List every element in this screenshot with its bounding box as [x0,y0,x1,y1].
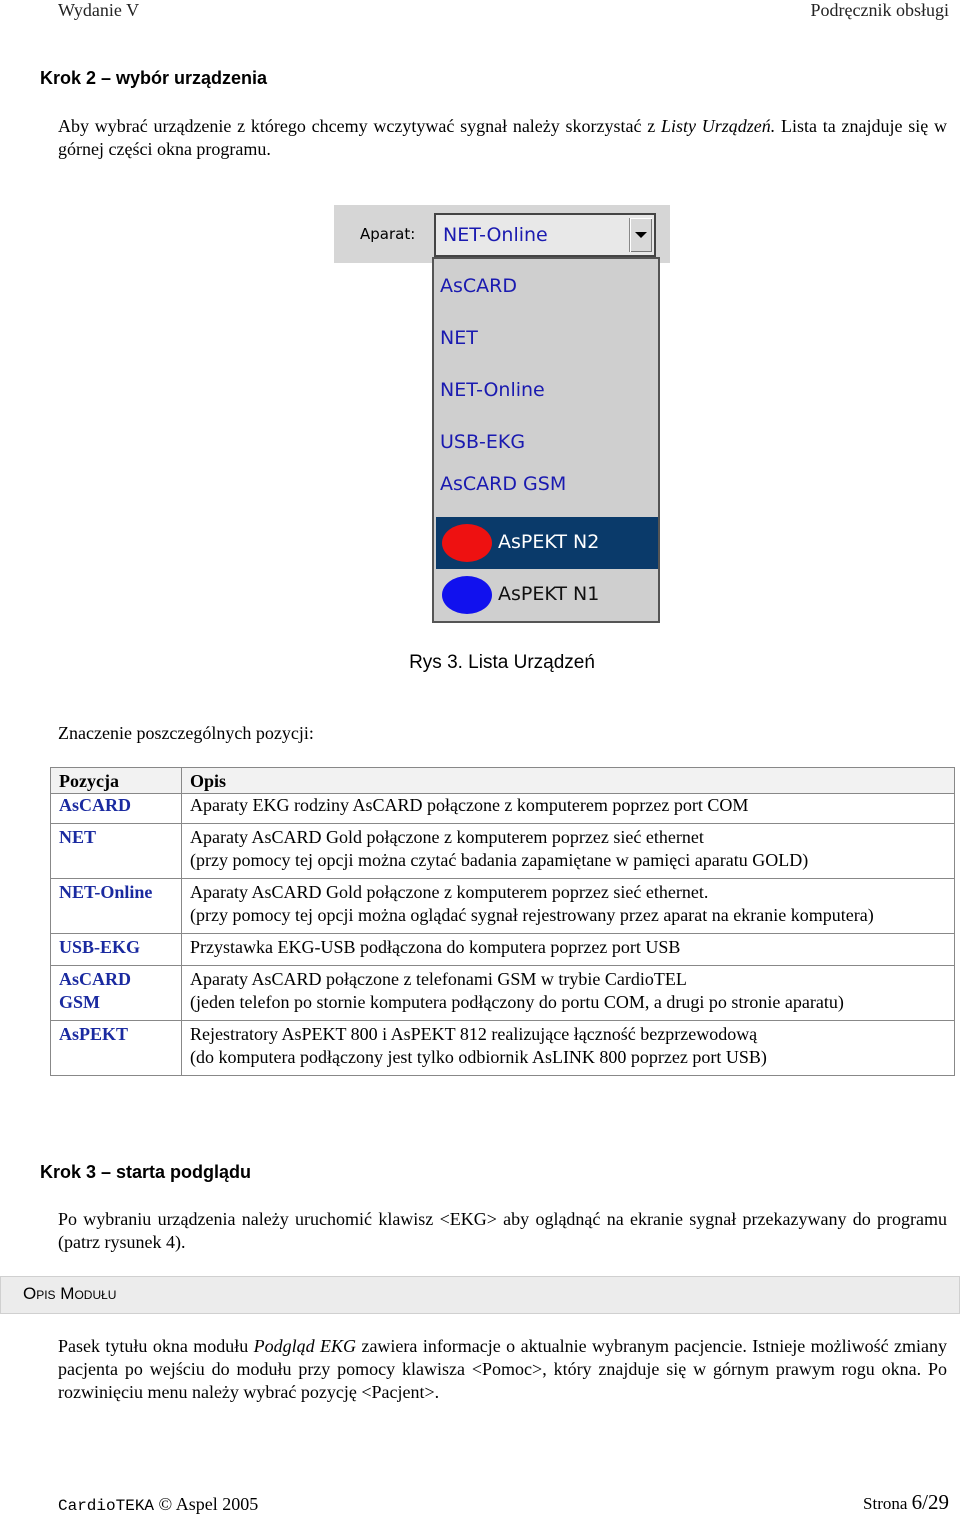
section-header-module [0,1276,960,1314]
table-row [51,794,955,824]
device-option[interactable]: AsCARD [440,275,517,297]
footer-page-number: 6/29 [911,1490,949,1514]
row-description-line: Aparaty EKG rodziny AsCARD połączone z komputerem poprzez port COM [190,795,749,815]
row-position: USB-EKG [51,934,182,966]
device-option[interactable]: AsCARD GSM [440,473,567,495]
table-row [51,934,955,966]
figure-caption: Rys 3. Lista Urządzeń [409,652,595,673]
step2-paragraph [58,115,947,161]
step2-text-a: Aby wybrać urządzenie z którego chcemy wczytywać sygnał należy skorzystać z [58,116,662,136]
column-header-position: Pozycja [51,768,182,794]
device-label: Aparat: [360,225,416,243]
module-text-italic: Podgląd EKG [253,1336,357,1356]
section-title: Opis Modułu [23,1284,117,1303]
row-description-line: (przy pomocy tej opcji można czytać badania zapamiętane w pamięci aparatu GOLD) [190,850,809,870]
red-dot-icon [442,524,492,562]
device-option[interactable]: NET-Online [440,379,545,401]
row-description-line: (jeden telefon po stornie komputera podłączony do portu COM, a drugi po stronie aparatu) [190,992,844,1012]
row-description-line: Aparaty AsCARD Gold połączone z komputerem poprzez sieć ethernet [190,827,704,847]
row-description [182,879,955,934]
row-description [182,1021,955,1076]
device-meaning-table [50,767,955,1076]
row-description-line: (przy pomocy tej opcji można oglądać sygnał rejestrowany przez aparat na ekranie komputera) [190,905,874,925]
blue-dot-icon [442,576,492,614]
table-row [51,879,955,934]
toolbar-strip [334,205,670,263]
footer-product-name: CardioTEKA [58,1497,155,1515]
table-row [51,824,955,879]
row-description [182,934,955,966]
footer-page-label: Strona [863,1494,912,1513]
row-description-line: Przystawka EKG-USB podłączona do komputera poprzez port USB [190,937,681,957]
table-intro: Znaczenie poszczególnych pozycji: [58,723,314,743]
row-description-line: (do komputera podłączony jest tylko odbiornik AsLINK 800 poprzez port USB) [190,1047,767,1067]
module-text-a: Pasek tytułu okna modułu [58,1336,254,1356]
row-position: AsCARD GSM [51,966,182,1021]
step3-heading: Krok 3 – starta podglądu [40,1162,252,1182]
module-paragraph [58,1335,947,1404]
device-dropdown-list [432,257,660,623]
table-row [51,966,955,1021]
footer-product [58,1494,258,1515]
chevron-down-icon[interactable] [629,218,652,252]
row-position: NET-Online [51,879,182,934]
header-manual-title: Podręcznik obsługi [810,0,949,20]
row-position: AsCARD [51,794,182,824]
device-combobox[interactable] [434,213,656,257]
step2-text-b: Lista ta znajduje się w górnej części okna programu. [58,116,947,159]
device-combobox-value: NET-Online [443,224,548,246]
row-position: NET [51,824,182,879]
row-description-line: Rejestratory AsPEKT 800 i AsPEKT 812 realizujące łączność bezprzewodową [190,1024,758,1044]
footer-page [863,1490,949,1515]
step2-text-italic: Listy Urządzeń. [661,116,776,136]
row-description [182,824,955,879]
table-row [51,1021,955,1076]
device-option-highlighted[interactable] [436,517,658,569]
row-description [182,794,955,824]
module-text-b: zawiera informacje o aktualnie wybranym pacjencie. Istnieje możliwość zmiany pacjenta po wejściu do modułu przy pomocy klawisza <Pomoc>, który znajduje się w górnym prawym rogu okna. Po rozwinięciu menu należy wybrać pozycję <Pacjent>. [58,1336,947,1402]
device-option-label: AsPEKT N1 [498,583,600,605]
row-position: AsPEKT [51,1021,182,1076]
device-option[interactable]: USB-EKG [440,431,526,453]
header-edition: Wydanie V [58,0,140,20]
table-header-row [51,768,955,794]
device-option-label: AsPEKT N2 [498,531,600,553]
footer-copyright: © Aspel 2005 [154,1494,259,1514]
step2-heading: Krok 2 – wybór urządzenia [40,68,268,88]
row-description [182,966,955,1021]
row-description-line: Aparaty AsCARD Gold połączone z komputerem poprzez sieć ethernet. [190,882,709,902]
step3-paragraph: Po wybraniu urządzenia należy uruchomić klawisz <EKG> aby oglądnąć na ekranie sygnał przekazywany do programu (patrz rysunek 4). [58,1209,947,1252]
device-option[interactable]: NET [440,327,478,349]
column-header-description: Opis [182,768,955,794]
device-option-last[interactable] [436,569,658,621]
row-description-line: Aparaty AsCARD połączone z telefonami GSM w trybie CardioTEL [190,969,687,989]
device-list-screenshot [334,205,670,630]
